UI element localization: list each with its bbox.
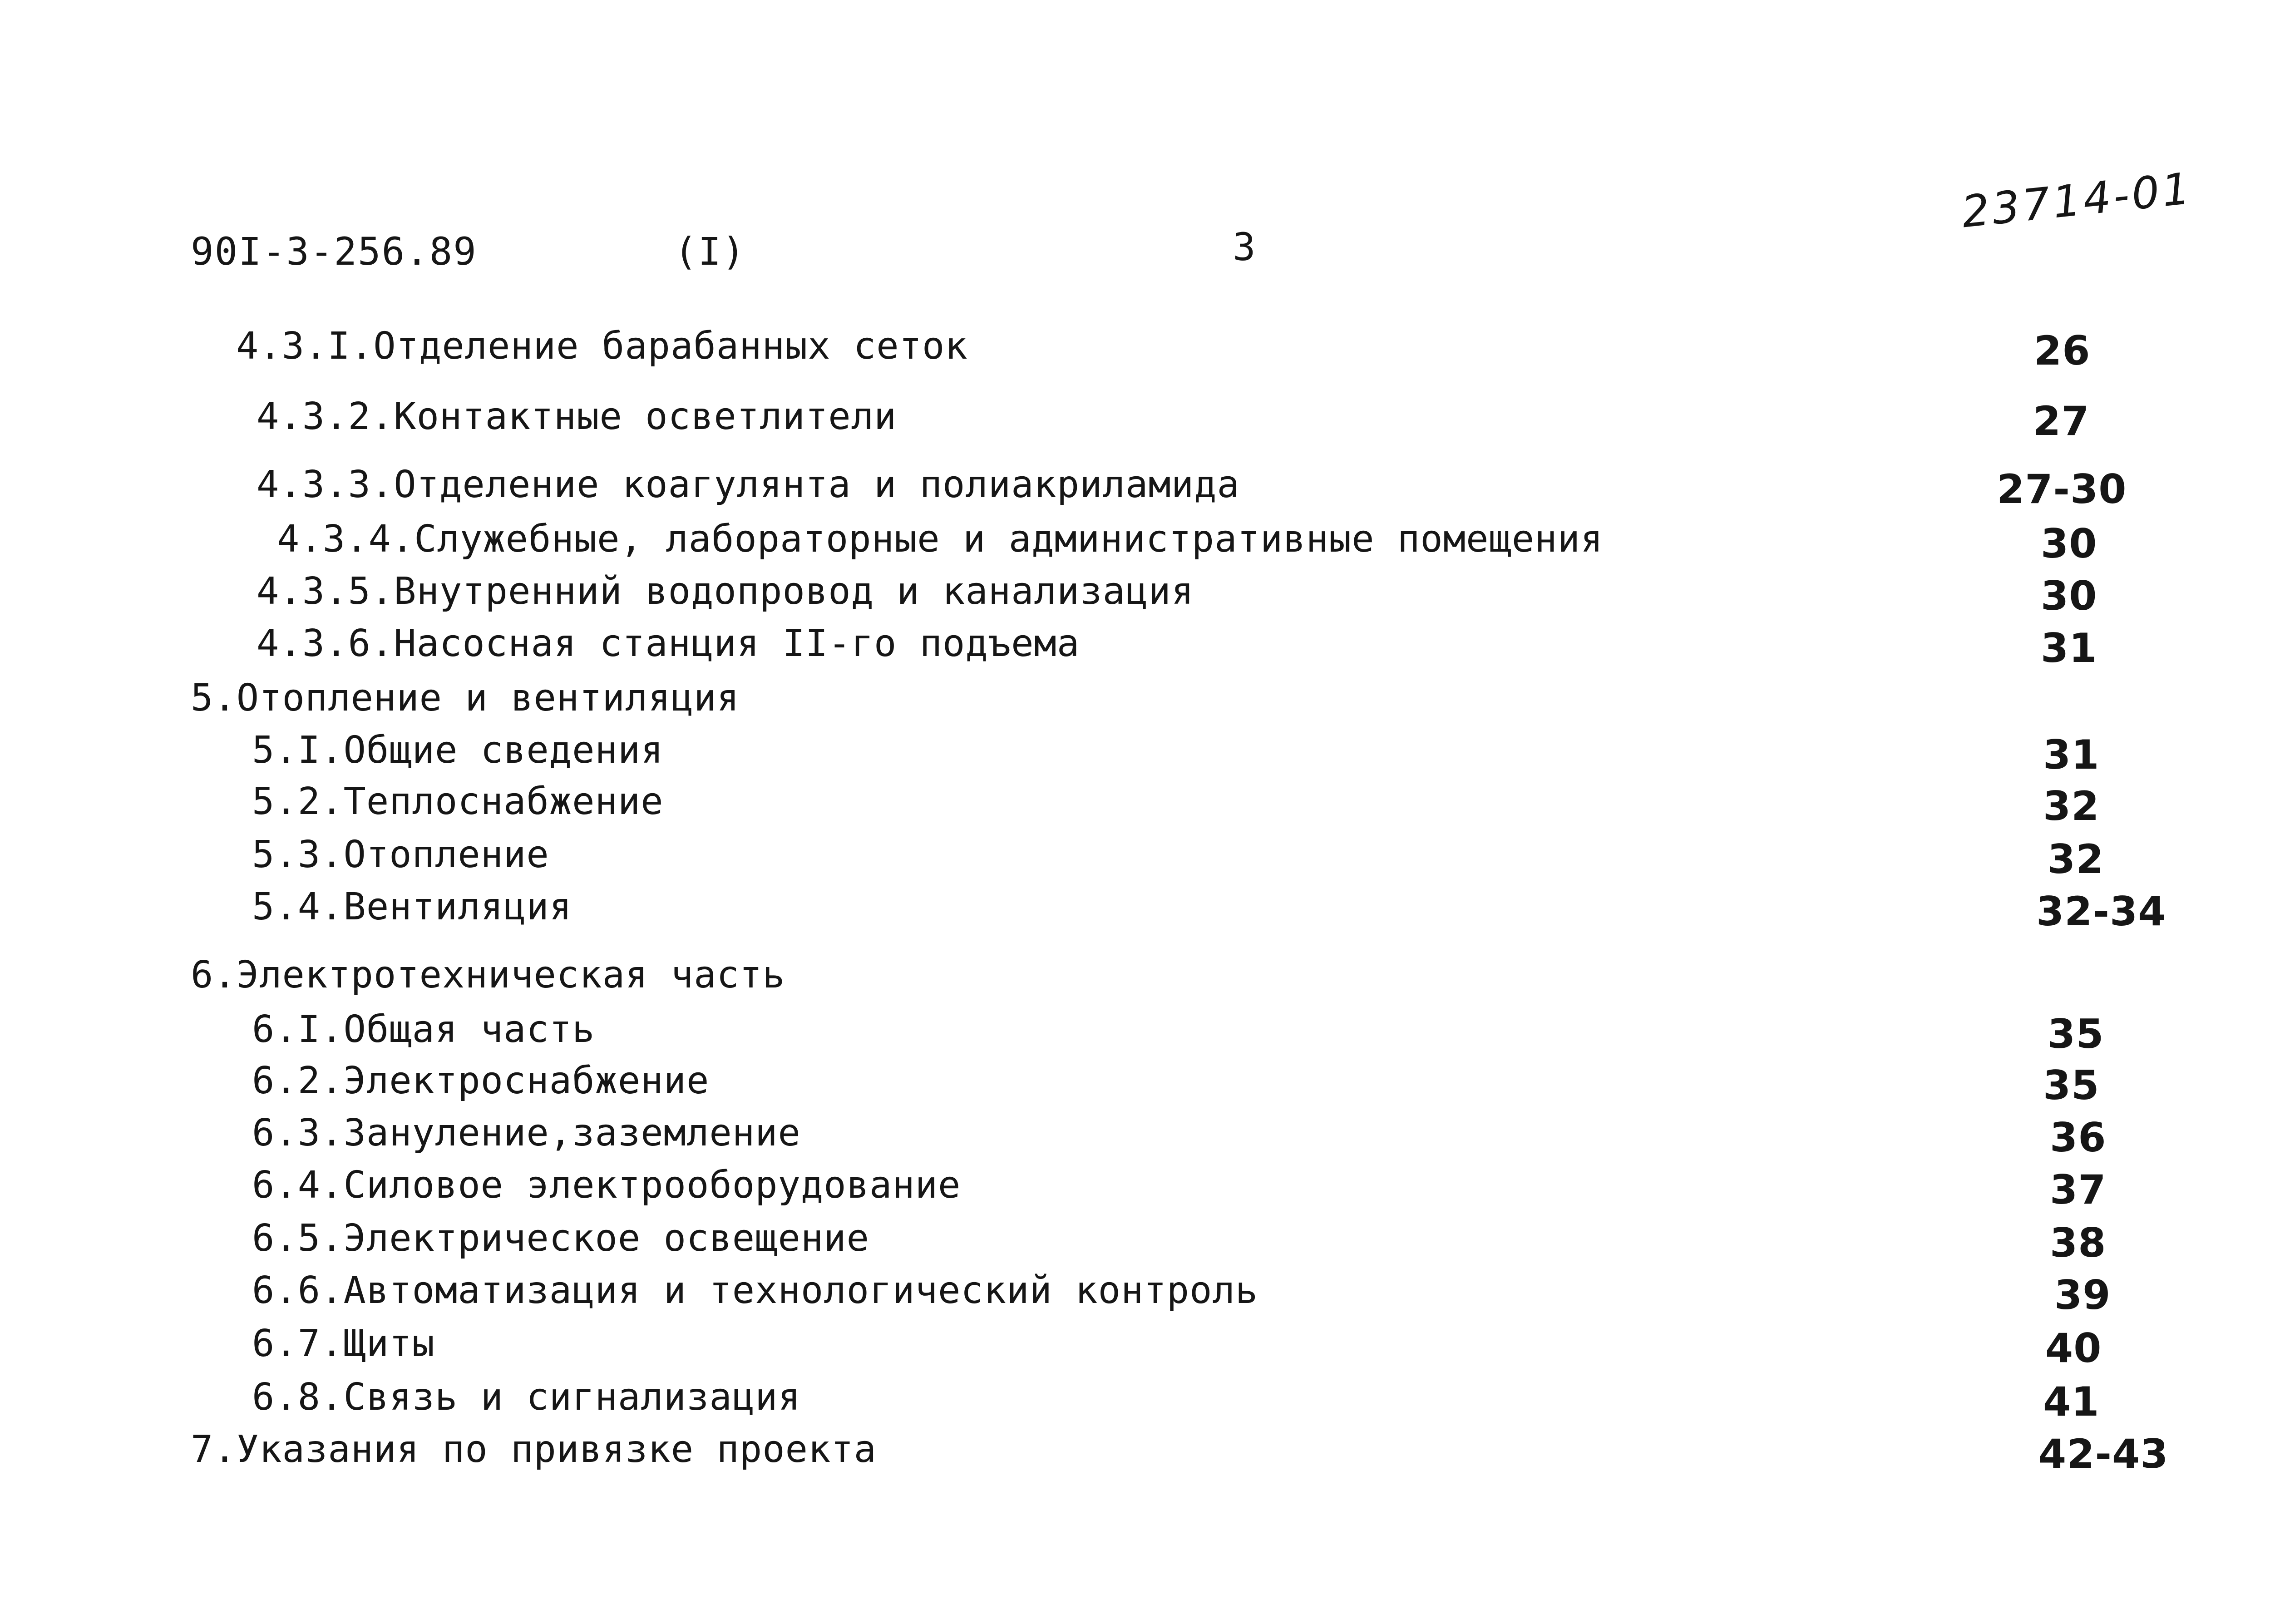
toc-entry: [0, 1111, 2270, 1161]
toc-entry-label: 4.3.4.Служебные, лабораторные и административные помещения: [277, 518, 1604, 561]
toc-entry-label: 6.7.Щиты: [252, 1322, 435, 1365]
toc-entry-page: 36: [2050, 1114, 2107, 1161]
toc-entry-page: 40: [2045, 1325, 2102, 1372]
toc-entry: [0, 1376, 2270, 1426]
toc-entry-label: 4.3.6.Насосная станция II-го подъема: [257, 622, 1080, 665]
toc-entry-label: 6.I.Общая часть: [252, 1008, 595, 1051]
toc-entry: [0, 518, 2270, 568]
toc-entry-label: 5.3.Отопление: [252, 833, 549, 876]
toc-entry: [0, 622, 2270, 672]
toc-entry: [0, 1322, 2270, 1372]
toc-entry-label: 5.4.Вентиляция: [252, 885, 572, 928]
toc-entry-label: 4.3.2.Контактные осветлители: [257, 395, 897, 438]
toc-entry-page: 31: [2041, 625, 2097, 671]
toc-entry-page: 35: [2043, 1062, 2100, 1109]
toc-entry: [0, 463, 2270, 513]
toc-entry-label: 6.8.Связь и сигнализация: [252, 1376, 801, 1419]
toc-entry: [0, 325, 2270, 375]
toc-entry-label: 5.I.Общие сведения: [252, 729, 664, 772]
toc-entry-label: 6.2.Электроснабжение: [252, 1059, 710, 1102]
toc-entry-page: 30: [2041, 520, 2097, 567]
toc-entry-label: 6.6.Автоматизация и технологический контроль: [252, 1269, 1258, 1312]
toc-entry: [0, 1008, 2270, 1058]
toc-entry-page: 32: [2048, 836, 2104, 883]
toc-entry: [0, 395, 2270, 445]
toc-entry: [0, 885, 2270, 935]
volume-number: (I): [674, 229, 746, 274]
toc-entry-page: 37: [2050, 1166, 2107, 1213]
document-code: 90I-3-256.89: [191, 229, 477, 274]
toc-entry-page: 38: [2050, 1219, 2107, 1266]
toc-entry-page: 35: [2048, 1011, 2104, 1057]
toc-section-label: 7.Указания по привязке проекта: [191, 1428, 877, 1471]
toc-section: [0, 1428, 2270, 1478]
toc-entry-page: 31: [2043, 731, 2100, 778]
toc-entry-page: 27: [2033, 398, 2090, 444]
toc-entry-label: 6.3.Зануление,заземление: [252, 1111, 801, 1155]
toc-entry-page: 30: [2041, 573, 2097, 619]
toc-entry: [0, 833, 2270, 883]
toc-entry-page: 32: [2043, 783, 2100, 829]
toc-entry: [0, 1269, 2270, 1319]
toc-entry-page: 32-34: [2036, 888, 2166, 935]
toc-entry-page: 27-30: [1997, 466, 2127, 513]
toc-entry-page: 39: [2054, 1272, 2111, 1318]
toc-entry: [0, 570, 2270, 620]
toc-section: [0, 676, 2270, 726]
toc-section-label: 6.Электротехническая часть: [191, 953, 785, 997]
toc-entry-page: 26: [2034, 327, 2091, 374]
toc-entry: [0, 780, 2270, 830]
toc-section-label: 5.Отопление и вентиляция: [191, 676, 740, 720]
toc-entry: [0, 1217, 2270, 1267]
toc-entry-label: 6.5.Электрическое освещение: [252, 1217, 869, 1260]
toc-entry: [0, 1164, 2270, 1214]
toc-entry-page: 42-43: [2038, 1431, 2169, 1477]
toc-section: [0, 953, 2270, 1003]
toc-entry-label: 4.3.3.Отделение коагулянта и полиакриламида: [257, 463, 1240, 506]
toc-entry-label: 4.3.5.Внутренний водопровод и канализация: [257, 570, 1194, 613]
toc-entry-page: 41: [2043, 1378, 2100, 1425]
page-number: 3: [1233, 225, 1257, 269]
handwritten-inventory-number: 23714-01: [1959, 163, 2195, 238]
toc-entry-label: 6.4.Силовое электрооборудование: [252, 1164, 961, 1207]
toc-entry: [0, 729, 2270, 779]
toc-entry-label: 5.2.Теплоснабжение: [252, 780, 664, 823]
toc-entry: [0, 1059, 2270, 1109]
toc-entry-label: 4.3.I.Отделение барабанных сеток: [236, 325, 968, 368]
